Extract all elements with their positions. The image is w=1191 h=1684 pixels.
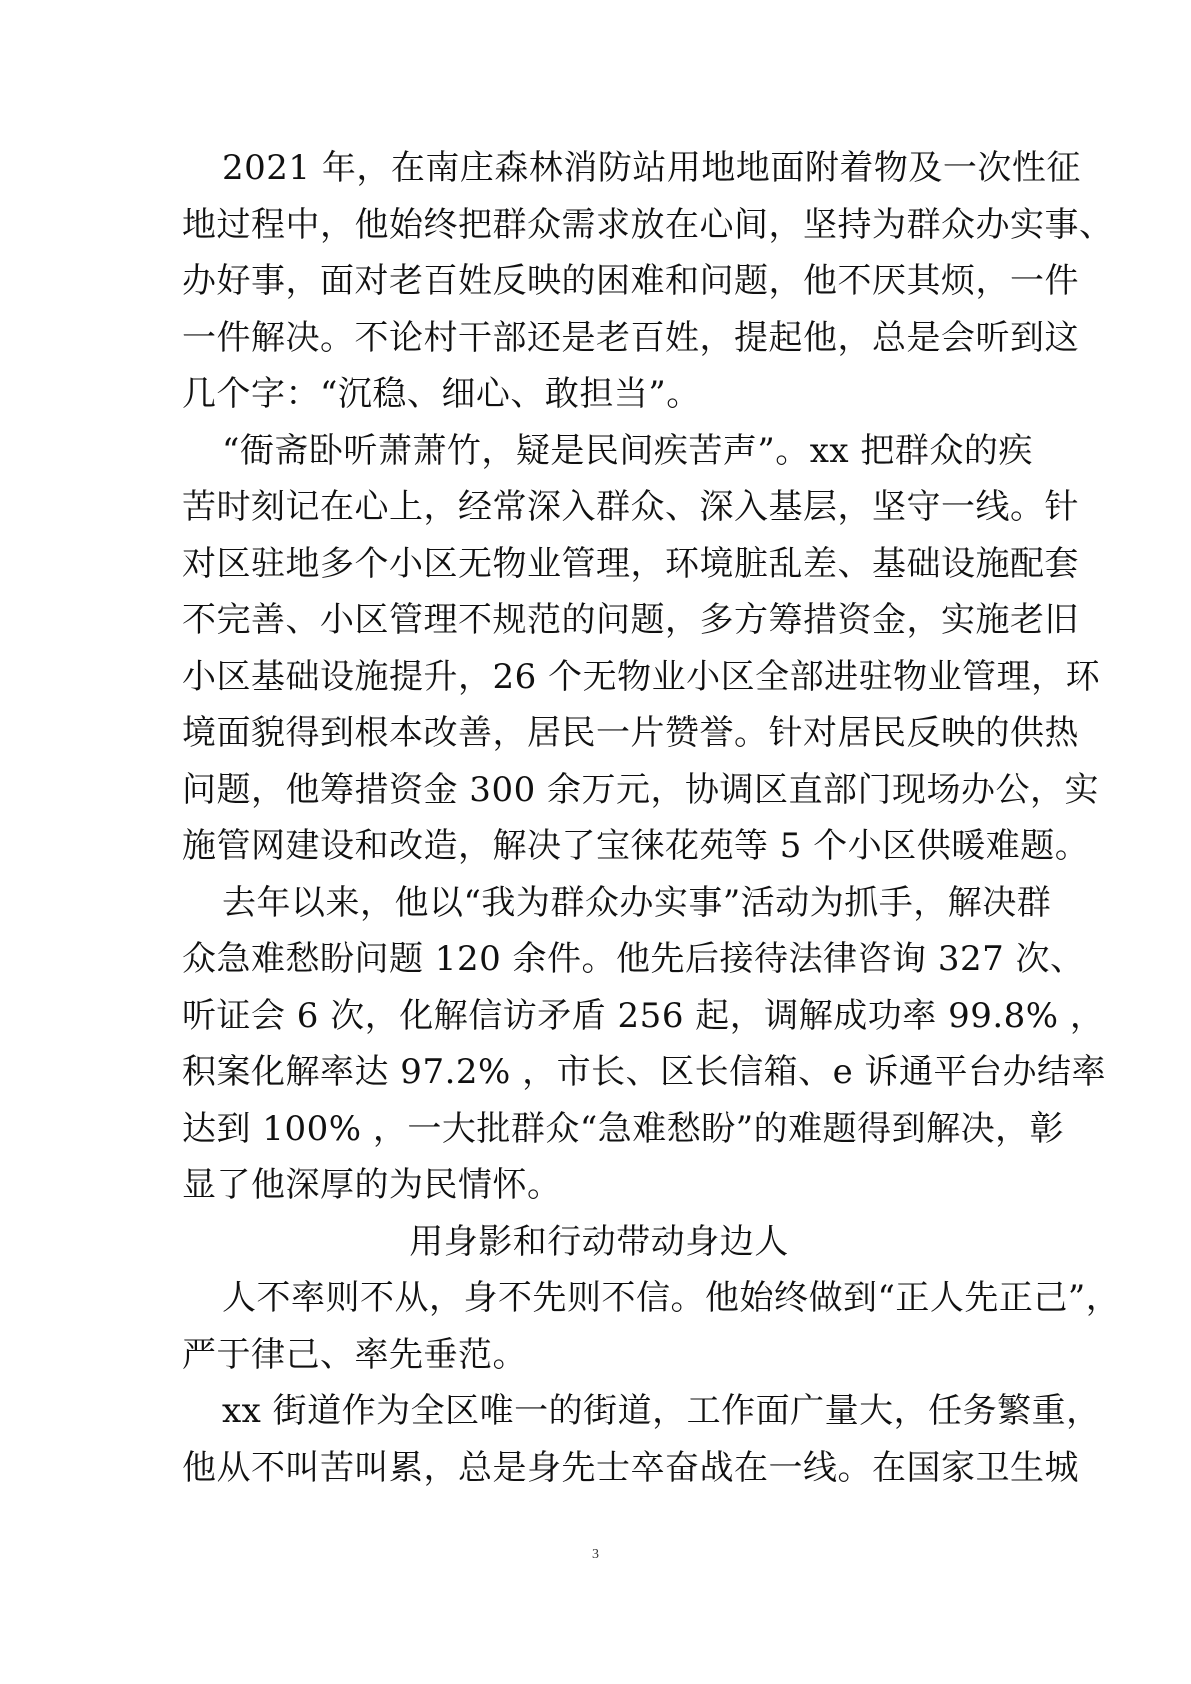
- document-body: [182, 140, 1121, 1496]
- text-line: 众急难愁盼问题 120 余件。他先后接待法律咨询 327 次、: [182, 939, 1085, 979]
- text-line: 办好事，面对老百姓反映的困难和问题，他不厌其烦，一件: [182, 261, 1079, 301]
- text-line: 听证会 6 次，化解信访矛盾 256 起，调解成功率 99.8% ，: [182, 995, 1105, 1036]
- text-line: 几个字：“沉稳、细心、敢担当”。: [182, 374, 701, 414]
- text-line: 问题，他筹措资金 300 余万元，协调区直部门现场办公，实: [182, 769, 1100, 810]
- text-line: 施管网建设和改造，解决了宝徕花苑等 5 个小区供暖难题。: [182, 826, 1090, 866]
- text-line: 地过程中，他始终把群众需求放在心间，坚持为群众办实事、: [182, 204, 1114, 245]
- text-line: 严于律己、率先垂范。: [182, 1334, 527, 1375]
- text-line: 一件解决。不论村干部还是老百姓，提起他，总是会听到这: [182, 317, 1079, 358]
- section-heading: 用身影和行动带动身边人: [409, 1221, 789, 1262]
- text-line: 积案化解率达 97.2% ，市长、区长信箱、e 诉通平台办结率: [182, 1052, 1107, 1092]
- text-line: 境面貌得到根本改善，居民一片赞誉。针对居民反映的供热: [182, 713, 1079, 753]
- text-line: 他从不叫苦叫累，总是身先士卒奋战在一线。在国家卫生城: [182, 1447, 1079, 1488]
- text-line: 苦时刻记在心上，经常深入群众、深入基层，坚守一线。针: [182, 487, 1079, 527]
- text-line: 去年以来，他以“我为群众办实事”活动为抓手，解决群: [222, 882, 1052, 923]
- text-line: 2021 年，在南庄森林消防站用地地面附着物及一次性征: [222, 148, 1081, 188]
- text-line: 达到 100% ，一大批群众“急难愁盼”的难题得到解决，彰: [182, 1108, 1065, 1149]
- text-line: 人不率则不从，身不先则不信。他始终做到“正人先正己”，: [222, 1278, 1121, 1318]
- page-number: 3: [592, 1547, 599, 1562]
- text-line: “衙斋卧听萧萧竹，疑是民间疾苦声”。xx 把群众的疾: [222, 430, 1033, 471]
- text-line: 不完善、小区管理不规范的问题，多方筹措资金，实施老旧: [182, 600, 1079, 640]
- text-line: 显了他深厚的为民情怀。: [182, 1165, 562, 1205]
- text-line: xx 街道作为全区唯一的街道，工作面广量大，任务繁重，: [222, 1391, 1101, 1431]
- text-line: 对区驻地多个小区无物业管理，环境脏乱差、基础设施配套: [182, 543, 1079, 584]
- text-line: 小区基础设施提升，26 个无物业小区全部进驻物业管理，环: [182, 656, 1101, 697]
